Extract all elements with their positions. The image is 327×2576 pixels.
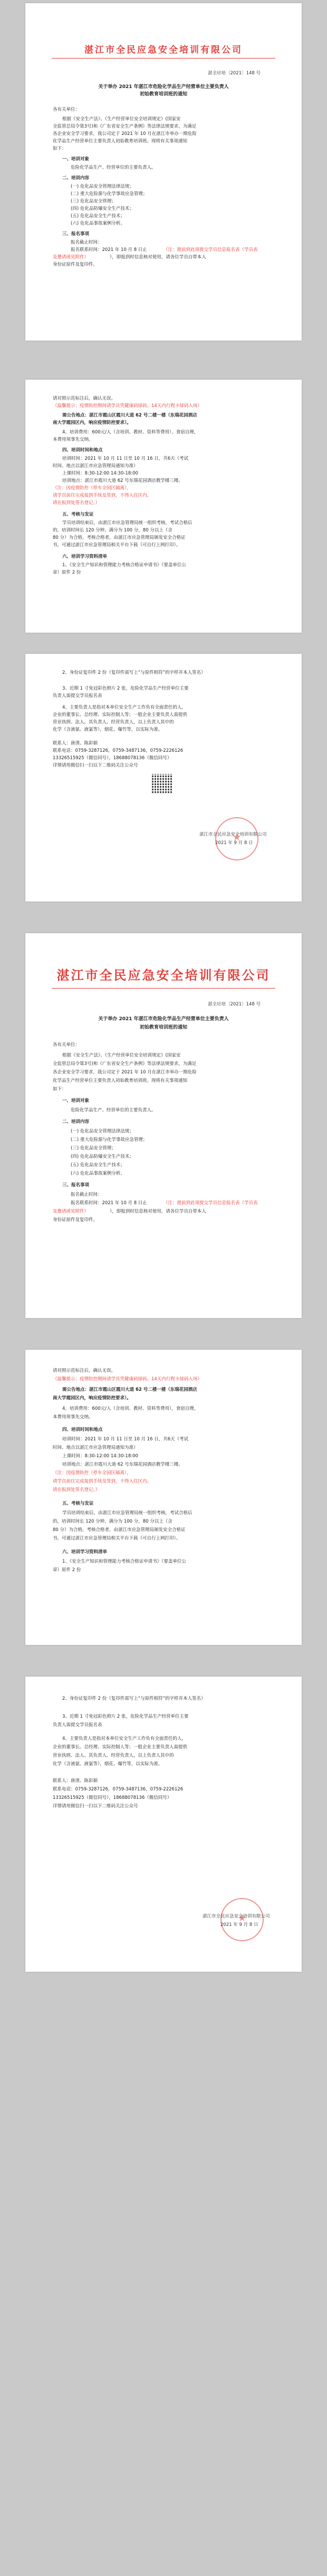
section-body: 章）原件 2 份	[53, 570, 81, 575]
intro-line: 各企业安全学习要求，我公司定于 2021 年 10 月在湛江市举办一期危险	[53, 131, 197, 137]
body-line: 4、主要负责人是指对本单位安全生产工作负有全面责任的人，	[62, 705, 186, 710]
section-body: 培训地点：湛江市霞川大道 62 号东瑞花园酒店教学楼三楼。	[62, 478, 183, 483]
doc1-page3	[25, 654, 302, 902]
signature-org: 湛江市全民应急安全培训有限公司	[199, 832, 267, 837]
body-line: 企业的董事长、总经理、实际控制人等；一般企业主要负责人需提供	[53, 712, 188, 718]
list-item: (四) 危化品防爆安全生产技术；	[71, 1154, 134, 1159]
intro-line: 化学品生产经营单位主要负责人初始教育培训班。现将有关事项通知	[53, 1078, 188, 1083]
notice-red: 请学员前往完成报到手续及签到，不得入住区内。	[53, 493, 152, 498]
body-line: 负责人需提交学员报名表	[53, 1722, 102, 1728]
section-heading: 五、考核与发证	[62, 1501, 94, 1506]
doc1-page1	[25, 3, 302, 341]
section-heading: 五、考核与发证	[62, 512, 94, 517]
section-heading: 一、培训对象	[62, 157, 90, 162]
contact-phone: 联系电话：0759-3287126，0759-3487136，0759-2226126	[53, 748, 184, 753]
section-body: 学员培训结束后，由湛江市应急管理局统一组织考核，考试合格后	[62, 520, 193, 526]
section-heading: 四、培训时间和地点	[62, 1427, 103, 1432]
section-body: 身份证原件及复印件。	[53, 262, 98, 267]
addressee: 各有关单位：	[53, 107, 80, 112]
signature-date: 2021 年 9 月 8 日	[220, 1922, 258, 1928]
section-body: 危险化学品生产、经营单位的主要负责人。	[71, 1108, 156, 1113]
body-line: 2、身份证复印件 2 份（复印件需写上“与原件相符”的字样并本人签名）	[62, 1696, 206, 1701]
section-body: 的，培训时间长 120 分钟，满分为 100 分，80 分以上（含	[53, 528, 172, 533]
body-line: 营业执照、法人、其负责人、经营负责人，以上负责人其中的	[53, 720, 174, 725]
body-line: 企业的董事长、总经理、实际控制人等；一般企业主要负责人需提供	[53, 1745, 188, 1750]
doc-title-line1: 关于举办 2021 年湛江市危险化学品生产经营单位主要负责人	[98, 1016, 229, 1022]
doc-number: 湛全应培〔2021〕148 号	[207, 1002, 261, 1007]
list-item: (三) 危化品安全管理；	[71, 199, 116, 204]
header-rule	[52, 988, 275, 989]
section-body: 上课时间：8:30-12:00 14:30-18:00	[62, 471, 138, 476]
notice-red: 及邀请函见附件）	[53, 1209, 89, 1214]
contact-note: 详情请用微信扫一扫以下二维码关注公众号	[53, 1804, 138, 1809]
section-body: 1、《安全生产知识和管理能力考核合格证申请书》（要盖单位公	[62, 1559, 186, 1564]
contact-phone: 13326515925（微信同号），18688078136（微信同号）	[53, 1795, 172, 1800]
intro-line: 如下：	[53, 146, 66, 151]
section-body: 时间、地点以湛江市应急管理局通知为准）	[53, 1445, 138, 1450]
section-body: ），即报到时信息核对使用，请各位学员自带本人	[110, 1209, 206, 1214]
notice-red: （注：因疫情防控（停车全园区隔离），	[53, 486, 131, 491]
doc2-page1	[25, 933, 302, 1318]
body-line: 请对照示范标注后，确认无误。	[53, 1368, 116, 1373]
notice-red: （温馨提示：疫情防控期间请学员凭健康码绿码、14天内行程卡绿码入场）	[53, 1377, 202, 1382]
body-line: 化学（含液氨、液氯等），烟花、爆竹等，以实际为准。	[53, 1761, 163, 1767]
list-item: (四) 危化品防爆安全生产技术；	[71, 206, 134, 211]
section-heading: 二、培训内容	[62, 1119, 90, 1125]
section-body: 报名联系时间：2021 年 10 月 8 日止	[71, 247, 147, 253]
body-line: 3、近期 1 寸免冠彩色照片 2 张，危险化学品生产经营单位主要	[62, 686, 189, 691]
section-heading: 六、培训学习资料清单	[62, 554, 108, 559]
notice-red: （注：因疫情防控（停车全园区隔离），	[53, 1470, 131, 1476]
doc2-page2	[25, 1350, 302, 1645]
section-body: 培训时间：2021 年 10 月 11 日至 10 月 16 日，共6天（考试	[62, 456, 189, 461]
body-line: 4、培训费用：600元/人（含培训、教材、资料等费用），食宿自理，	[62, 430, 199, 435]
notice-red: （温馨提示：疫情防控期间请学员凭健康码绿码、14天内行程卡绿码入场）	[53, 403, 202, 409]
section-heading: 三、报名事项	[62, 1183, 90, 1188]
section-heading: 六、培训学习资料清单	[62, 1550, 108, 1555]
body-line: 2、身份证复印件 2 份（复印件需写上“与原件相符”的字样并本人签名）	[62, 670, 206, 675]
body-line: 化学（含液氨、液氯等），烟花、爆竹等，以实际为准。	[53, 727, 163, 732]
intro-line: 化学品生产经营单位主要负责人初始教育培训班。现将有关事项通知	[53, 139, 188, 144]
contact-phone: 联系电话：0759-3287126，0759-3487136，0759-2226126	[53, 1787, 184, 1792]
body-line: 负责人需提交学员报名表	[53, 693, 102, 699]
contact-phone: 13326515925（微信同号），18688078136（微信同号）	[53, 756, 172, 761]
signature-org: 湛江市全民应急安全培训有限公司	[203, 1914, 270, 1919]
doc-number: 湛全应培〔2021〕148 号	[207, 71, 261, 76]
doc2-page3	[25, 1677, 302, 1972]
intro-line: 根据《安全生产法》、《生产经营单位安全培训规定》(国家安	[62, 117, 181, 122]
section-body: 报名联系时间：2021 年 10 月 8 日止	[71, 1200, 147, 1206]
section-body: 的，培训时间长 120 分钟，满分为 100 分，80 分以上（含	[53, 1519, 172, 1524]
body-line: 营业执照、法人、其负责人、经营负责人，以上负责人其中的	[53, 1753, 174, 1758]
intro-line: 全监管总局令第3号)和《广东省安全生产条例》等法律法规要求，为满足	[53, 1061, 197, 1067]
doc-title-line1: 关于举办 2021 年湛江市危险化学品生产经营单位主要负责人	[98, 84, 229, 90]
list-item: (二) 重大危险源与化学事故应急管理；	[71, 1137, 148, 1142]
section-body: 章）原件 2 份	[53, 1567, 81, 1573]
body-line: 本费用须事先交纳。	[53, 1415, 93, 1420]
section-body: 书，可通过湛江市应急管理局相关平台下载（可自行上网打印）。	[53, 543, 181, 548]
venue-notice: 需公告地点：湛江市霞山区霞川大道 62 号二楼一楼（东瑞花园酒店	[62, 1387, 197, 1392]
notice-red: 请在报到处签名登记。）	[53, 500, 100, 506]
body-line: 本费用须事先交纳。	[53, 437, 93, 442]
section-body: 培训时间：2021 年 10 月 11 日至 10 月 16 日，共6天（考试	[62, 1437, 189, 1442]
section-body: 危险化学品生产、经营单位的主要负责人。	[71, 165, 156, 170]
contact-person: 联系人：唐清、陈彩娟	[53, 741, 98, 746]
section-body: 上课时间：8:30-12:00 14:30-18:00	[62, 1454, 138, 1459]
body-line: 4、主要负责人是指对本单位安全生产工作负有全面责任的人，	[62, 1736, 186, 1741]
section-body: 报名截止时间：	[71, 240, 102, 245]
list-item: (五) 危化品安全生产技术；	[71, 214, 125, 219]
section-body: 时间、地点以湛江市应急管理局通知为准）	[53, 463, 138, 469]
contact-person: 联系人：唐清、陈彩娟	[53, 1778, 98, 1784]
list-item: (一) 危化品安全管理法律法规；	[71, 1129, 134, 1134]
section-body: 学员培训结束后，由湛江市应急管理局统一组织考核，考试合格后	[62, 1510, 193, 1516]
signature-date: 2021 年 9 月 8 日	[215, 840, 253, 846]
section-body: 书，可通过湛江市应急管理局相关平台下载（可自行上网打印）。	[53, 1536, 181, 1541]
section-body: 培训地点：湛江市霞川大道 62 号东瑞花园酒店教学楼三楼。	[62, 1462, 183, 1467]
venue-notice: 需公告地点：湛江市霞山区霞川大道 62 号二楼一楼（东瑞花园酒店	[62, 413, 197, 418]
intro-line: 各企业安全学习要求，我公司定于 2021 年 10 月在湛江市举办一期危险	[53, 1070, 197, 1075]
list-item: (一) 危化品安全管理法律法规；	[71, 184, 134, 189]
notice-red: （注：提前到此项提交学员信息报名表（学员表	[164, 1200, 258, 1206]
doc-title-line2: 初始教育培训班的通知	[139, 92, 187, 97]
company-header: 湛江市全民应急安全培训有限公司	[56, 968, 271, 983]
list-item: (六) 危化品事故案例分析。	[71, 1171, 125, 1176]
notice-red: 请在报到处签名登记。）	[53, 1487, 100, 1493]
list-item: (二) 重大危险源与化学事故应急管理；	[71, 191, 148, 197]
intro-line: 根据《安全生产法》、《生产经营单位安全培训规定》(国家安	[62, 1053, 181, 1058]
section-heading: 一、培训对象	[62, 1098, 90, 1103]
notice-red: 请学员前往完成报到手续及签到，不得入住区内。	[53, 1479, 152, 1484]
section-heading: 二、培训内容	[62, 176, 90, 181]
list-item: (六) 危化品事故案例分析。	[71, 221, 125, 226]
body-line: 4、培训费用：600元/人（含培训、教材、资料等费用），食宿自理，	[62, 1406, 199, 1411]
list-item: (五) 危化品安全生产技术；	[71, 1163, 125, 1168]
venue-notice: 南大学霞园区内，响应疫情防控要求）。	[53, 420, 131, 425]
list-item: (三) 危化品安全管理；	[71, 1146, 116, 1151]
intro-line: 如下：	[53, 1087, 66, 1092]
section-body: 身份证原件及复印件。	[53, 1217, 98, 1223]
qr-code-icon	[152, 774, 172, 794]
section-body: 1、《安全生产知识和管理能力考核合格证申请书》（要盖单位公	[62, 563, 186, 568]
header-rule	[52, 58, 275, 59]
notice-red: 及邀请函见附件）	[53, 255, 89, 260]
company-seal-icon	[215, 817, 258, 860]
doc1-page2	[25, 380, 302, 633]
company-header: 湛江市全民应急安全培训有限公司	[84, 45, 243, 55]
addressee: 各有关单位：	[53, 1042, 80, 1048]
section-body: 80 分）为合格。考核合格者，由湛江市应急管理局颁发安全合格证	[53, 1527, 186, 1533]
doc-title-line2: 初始教育培训班的通知	[139, 1025, 187, 1030]
section-heading: 四、培训时间和地点	[62, 448, 103, 453]
section-body: 80 分）为合格。考核合格者，由湛江市应急管理局颁发安全合格证	[53, 535, 186, 540]
section-body: 报名截止时间：	[71, 1192, 102, 1197]
notice-red: （注：提前到此项提交学员信息报名表（学员表	[164, 247, 258, 253]
venue-notice: 南大学霞园区内，响应疫情防控要求）。	[53, 1396, 131, 1401]
body-line: 3、近期 1 寸免冠彩色照片 2 张，危险化学品生产经营单位主要	[62, 1714, 189, 1719]
company-seal-icon	[220, 1898, 264, 1941]
contact-note: 详情请用微信扫一扫以下二维码关注公众号	[53, 763, 138, 768]
body-line: 请对照示范标注后，确认无误。	[53, 396, 116, 401]
intro-line: 全监管总局令第3号)和《广东省安全生产条例》等法律法规要求，为满足	[53, 124, 197, 129]
section-body: ），即报到时信息核对使用，请各位学员自带本人	[110, 255, 206, 260]
section-heading: 三、报名事项	[62, 231, 90, 237]
